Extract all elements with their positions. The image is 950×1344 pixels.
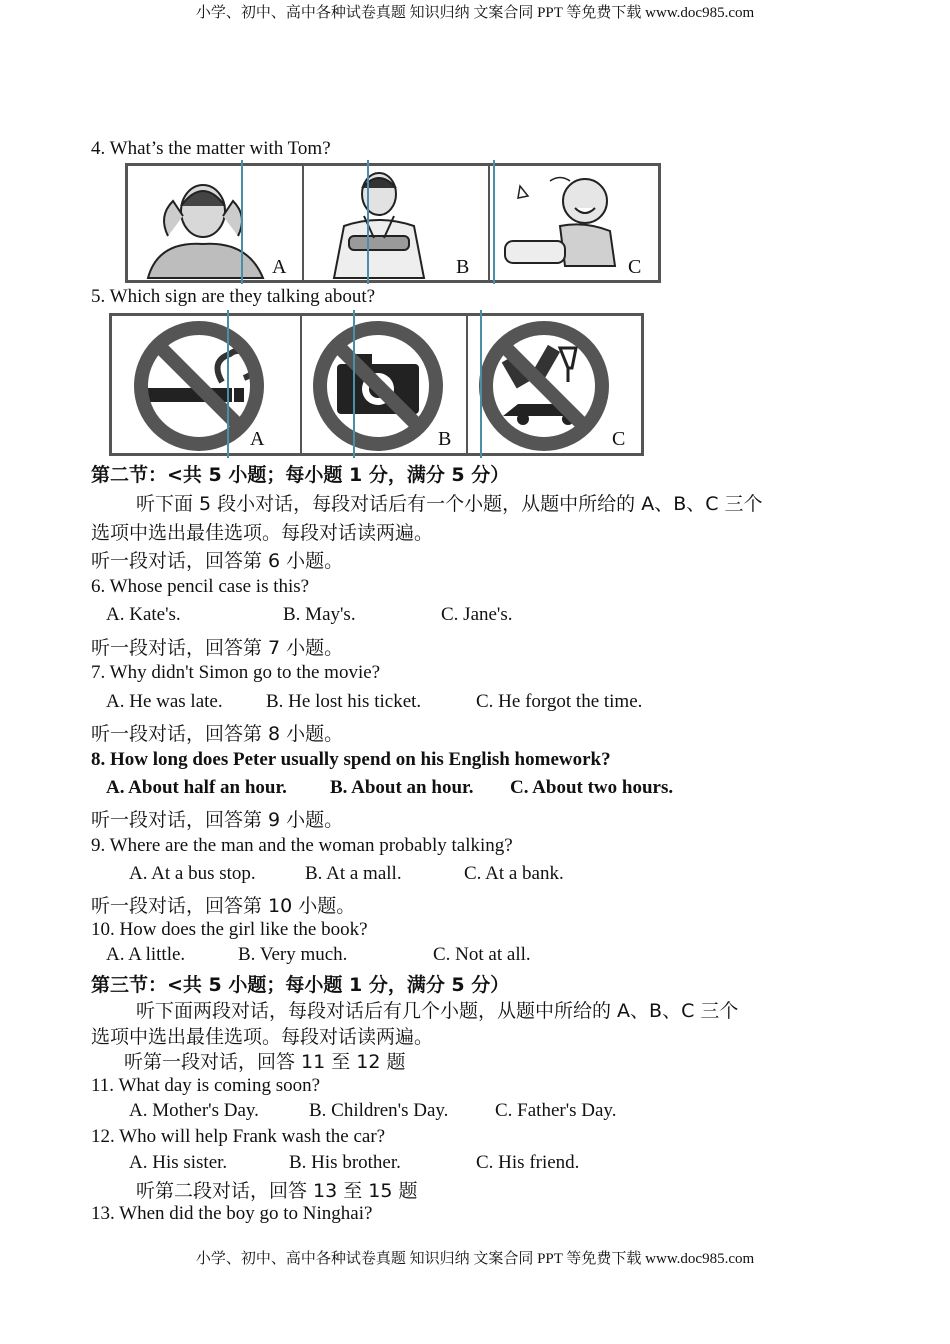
q4-guide-line-3	[493, 160, 495, 284]
q4-question: 4. What’s the matter with Tom?	[91, 138, 331, 159]
q7-option-a: A. He was late.	[106, 691, 223, 712]
q5-guide-line-1	[227, 310, 229, 458]
q8-question: 8. How long does Peter usually spend on his English homework?	[91, 749, 611, 770]
q10-option-c: C. Not at all.	[433, 944, 531, 965]
q6-prompt: 听一段对话，回答第 6 小题。	[91, 550, 344, 572]
q5-label-a: A	[250, 428, 265, 450]
section2-intro-line1: 听下面 5 段小对话，每段对话后有一个小题，从题中所给的 A、B、C 三个	[136, 493, 763, 515]
q8-prompt: 听一段对话，回答第 8 小题。	[91, 723, 344, 745]
no-smoking-sign-icon	[112, 316, 300, 453]
q5-option-b-picture	[302, 316, 468, 453]
q11-option-a: A. Mother's Day.	[129, 1100, 259, 1121]
q12-option-c: C. His friend.	[476, 1152, 580, 1173]
q6-option-a: A. Kate's.	[106, 604, 181, 625]
q10-question: 10. How does the girl like the book?	[91, 919, 368, 940]
q9-option-b: B. At a mall.	[305, 863, 402, 884]
q7-prompt: 听一段对话，回答第 7 小题。	[91, 637, 344, 659]
q4-label-a: A	[272, 256, 287, 278]
q10-option-b: B. Very much.	[238, 944, 348, 965]
q6-option-c: C. Jane's.	[441, 604, 513, 625]
dialog2-prompt: 听第二段对话，回答 13 至 15 题	[136, 1180, 418, 1202]
q11-option-b: B. Children's Day.	[309, 1100, 449, 1121]
q11-option-c: C. Father's Day.	[495, 1100, 617, 1121]
q4-guide-line-1	[241, 160, 243, 284]
q9-option-c: C. At a bank.	[464, 863, 564, 884]
q5-label-c: C	[612, 428, 626, 450]
q12-question: 12. Who will help Frank wash the car?	[91, 1126, 386, 1147]
q7-option-b: B. He lost his ticket.	[266, 691, 422, 712]
q9-option-a: A. At a bus stop.	[129, 863, 256, 884]
q4-guide-line-2	[367, 160, 369, 284]
q13-question: 13. When did the boy go to Ninghai?	[91, 1203, 373, 1224]
dialog1-prompt: 听第一段对话，回答 11 至 12 题	[124, 1051, 406, 1073]
q9-question: 9. Where are the man and the woman probably talking?	[91, 835, 513, 856]
section2-intro-line2: 选项中选出最佳选项。每段对话读两遍。	[91, 522, 434, 544]
q10-option-a: A. A little.	[106, 944, 186, 965]
q5-label-b: B	[438, 428, 452, 450]
q4-picture-strip	[125, 163, 661, 283]
q4-option-c-picture	[490, 166, 658, 280]
section3-intro-line2: 选项中选出最佳选项。每段对话读两遍。	[91, 1026, 434, 1048]
section3-intro-line1: 听下面两段对话，每段对话后有几个小题，从题中所给的 A、B、C 三个	[136, 1000, 739, 1022]
q7-question: 7. Why didn't Simon go to the movie?	[91, 662, 381, 683]
q11-question: 11. What day is coming soon?	[91, 1075, 321, 1096]
q10-prompt: 听一段对话，回答第 10 小题。	[91, 895, 356, 917]
q6-option-b: B. May's.	[283, 604, 356, 625]
q5-option-a-picture	[112, 316, 302, 453]
q5-sign-strip	[109, 313, 644, 456]
page-footer: 小学、初中、高中各种试卷真题 知识归纳 文案合同 PPT 等免费下载 www.doc985.com	[195, 1251, 755, 1267]
q4-label-b: B	[456, 256, 470, 278]
q5-option-c-picture	[468, 316, 641, 453]
q8-option-a: A. About half an hour.	[106, 777, 287, 798]
q5-guide-line-2	[353, 310, 355, 458]
q9-prompt: 听一段对话，回答第 9 小题。	[91, 809, 344, 831]
q12-option-a: A. His sister.	[129, 1152, 228, 1173]
q12-option-b: B. His brother.	[289, 1152, 401, 1173]
q4-option-a-picture	[128, 166, 304, 280]
page-header: 小学、初中、高中各种试卷真题 知识归纳 文案合同 PPT 等免费下载 www.doc985.com	[195, 5, 755, 21]
section2-title: 第二节：<共 5 小题；每小题 1 分，满分 5 分）	[91, 464, 510, 486]
q8-option-b: B. About an hour.	[330, 777, 474, 798]
q4-label-c: C	[628, 256, 642, 278]
q5-question: 5. Which sign are they talking about?	[91, 286, 376, 307]
q7-option-c: C. He forgot the time.	[476, 691, 643, 712]
section3-title: 第三节：<共 5 小题；每小题 1 分，满分 5 分）	[91, 974, 510, 996]
q6-question: 6. Whose pencil case is this?	[91, 576, 310, 597]
q4-option-b-picture	[304, 166, 490, 280]
q5-guide-line-3	[480, 310, 482, 458]
q8-option-c: C. About two hours.	[510, 777, 674, 798]
